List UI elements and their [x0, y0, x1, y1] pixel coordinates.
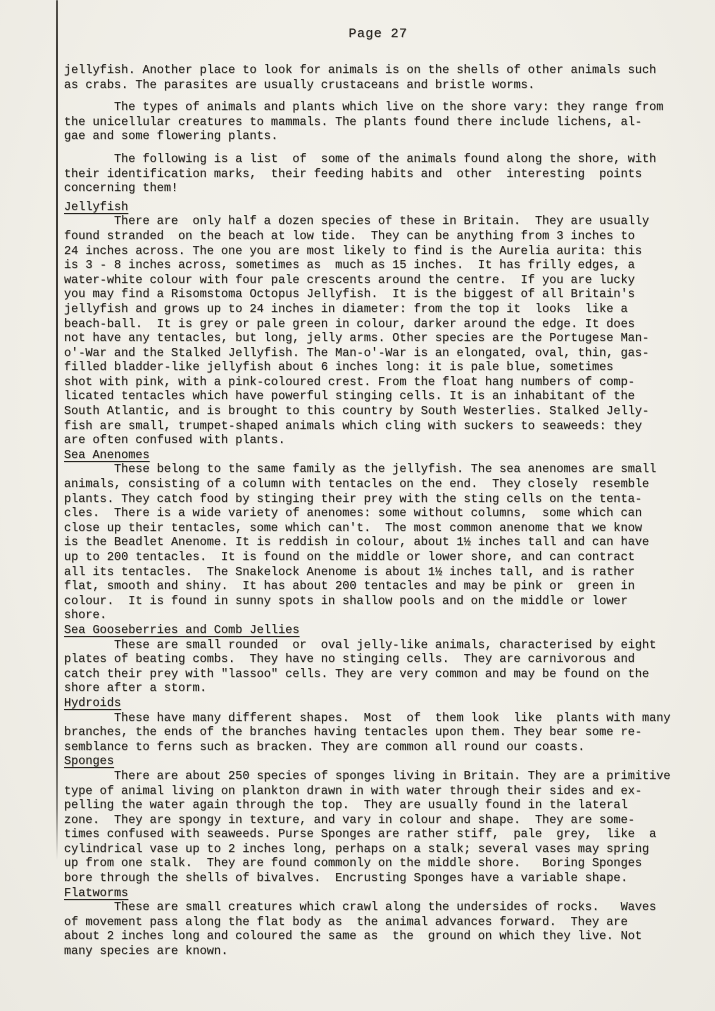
text-line: water-white colour with four pale crescents around the centre. If you are lucky — [64, 272, 635, 287]
text-line: flat, smooth and shiny. It has about 200 tentacles and may be pink or green in — [64, 579, 635, 594]
paragraph — [64, 152, 692, 196]
section-heading — [64, 886, 692, 901]
section-sea-gooseberries-and-comb-jellies — [64, 623, 692, 696]
text-line: o'-War and the Stalked Jellyfish. The Man-o'-War is an elongated, oval, thin, gas- — [64, 345, 650, 360]
text-line: These are small rounded or oval jelly-like animals, characterised by eight — [64, 637, 657, 652]
text-line: jellyfish and grows up to 24 inches in diameter: from the top it looks like a — [64, 301, 628, 316]
text-line: South Atlantic, and is brought to this country by South Westerlies. Stalked Jelly- — [64, 404, 650, 419]
section-heading-text: Hydroids — [64, 695, 122, 710]
text-line: These belong to the same family as the jellyfish. The sea anenomes are small — [64, 462, 657, 477]
text-line: branches, the ends of the branches having tentacles upon them. They bear some re- — [64, 725, 642, 740]
section-heading-text: Sponges — [64, 754, 114, 769]
text-line: animals, consisting of a column with tentacles on the end. They closely resemble — [64, 477, 650, 492]
section-jellyfish — [64, 200, 692, 448]
section-heading — [64, 623, 692, 638]
section-hydroids — [64, 696, 692, 754]
text-line: you may find a Risomstoma Octopus Jellyfish. It is the biggest of all Britain's — [64, 287, 635, 302]
text-line: times confused with seaweeds. Purse Sponges are rather stiff, pale grey, like a — [64, 827, 657, 842]
text-line: all its tentacles. The Snakelock Anenome is about 1½ inches tall, and is rather — [64, 564, 635, 579]
scan-fold-line — [56, 0, 58, 860]
section-heading — [64, 696, 692, 711]
section-heading-text: Sea Gooseberries and Comb Jellies — [64, 622, 300, 637]
section-flatworms — [64, 886, 692, 959]
section-heading — [64, 200, 692, 215]
text-line: of movement pass along the flat body as the animal advances forward. They are — [64, 914, 628, 929]
text-line: 24 inches across. The one you are most likely to find is the Aurelia aurita: this — [64, 243, 642, 258]
section-sponges — [64, 754, 692, 885]
text-line: close up their tentacles, some which can't. The most common anenome that we know — [64, 520, 642, 535]
text-line: filled bladder-like jellyfish about 6 inches long: it is pale blue, sometimes — [64, 360, 614, 375]
section-heading — [64, 448, 692, 463]
text-line: zone. They are spongy in texture, and vary in colour and shape. They are some- — [64, 812, 635, 827]
text-line: cylindrical vase up to 2 inches long, perhaps on a stalk; several vases may spring — [64, 841, 650, 856]
text-line: cles. There is a wide variety of anenomes: some without columns, some which can — [64, 506, 642, 521]
text-line: their identification marks, their feeding habits and other interesting points — [64, 166, 642, 181]
text-line: fish are small, trumpet-shaped animals which cling with suckers to seaweeds: they — [64, 418, 642, 433]
paragraph — [64, 63, 692, 92]
text-line: not have any tentacles, but long, jelly arms. Other species are the Portugese Man- — [64, 331, 650, 346]
text-line: bore through the shells of bivalves. Encrusting Sponges have a variable shape. — [64, 871, 628, 886]
text-line: plants. They catch food by stinging their prey with the sting cells on the tenta- — [64, 491, 642, 506]
text-line: The types of animals and plants which live on the shore vary: they range from — [64, 100, 664, 115]
paragraph — [64, 100, 692, 144]
text-line: type of animal living on plankton drawn in with water through their sides and ex- — [64, 783, 642, 798]
page-number-heading: Page 27 — [348, 26, 408, 41]
text-line: gae and some flowering plants. — [64, 129, 279, 144]
text-line: shore. — [64, 608, 107, 623]
text-line: There are about 250 species of sponges living in Britain. They are a primitive — [64, 768, 671, 783]
text-line: as crabs. The parasites are usually crustaceans and bristle worms. — [64, 77, 535, 92]
text-line: shore after a storm. — [64, 681, 207, 696]
text-line: many species are known. — [64, 944, 229, 959]
text-line: is the Beadlet Anenome. It is reddish in colour, about 1½ inches tall and can have — [64, 535, 650, 550]
text-line: found stranded on the beach at low tide. They can be anything from 3 inches to — [64, 228, 635, 243]
text-line: colour. It is found in sunny spots in shallow pools and on the middle or lower — [64, 593, 628, 608]
page-content — [64, 26, 692, 959]
text-line: is 3 - 8 inches across, sometimes as much as 15 inches. It has frilly edges, a — [64, 258, 635, 273]
text-line: pelling the water again through the top. They are usually found in the lateral — [64, 798, 628, 813]
section-heading — [64, 754, 692, 769]
text-line: up from one stalk. They are found commonly on the middle shore. Boring Sponges — [64, 856, 642, 871]
text-line: beach-ball. It is grey or pale green in colour, darker around the edge. It does — [64, 316, 635, 331]
text-line: are often confused with plants. — [64, 433, 286, 448]
text-line: plates of beating combs. They have no stinging cells. They are carnivorous and — [64, 652, 635, 667]
section-heading-text: Flatworms — [64, 885, 129, 900]
text-line: There are only half a dozen species of these in Britain. They are usually — [64, 214, 650, 229]
section-heading-text: Sea Anenomes — [64, 447, 150, 462]
text-line: semblance to ferns such as bracken. They are common all round our coasts. — [64, 739, 585, 754]
text-line: These have many different shapes. Most of them look like plants with many — [64, 710, 671, 725]
text-line: These are small creatures which crawl along the undersides of rocks. Waves — [64, 900, 657, 915]
section-sea-anenomes — [64, 448, 692, 623]
text-line: concerning them! — [64, 181, 179, 196]
text-line: licated tentacles which have powerful stinging cells. It is an inhabitant of the — [64, 389, 635, 404]
section-heading-text: Jellyfish — [64, 199, 129, 214]
text-line: the unicellular creatures to mammals. The plants found there include lichens, al- — [64, 114, 642, 129]
text-line: about 2 inches long and coloured the same as the ground on which they live. Not — [64, 929, 642, 944]
text-line: up to 200 tentacles. It is found on the middle or lower shore, and can contract — [64, 550, 635, 564]
text-line: jellyfish. Another place to look for animals is on the shells of other animals such — [64, 63, 657, 77]
text-line: catch their prey with "lassoo" cells. They are very common and may be found on the — [64, 666, 650, 681]
document-body — [64, 63, 692, 959]
text-line: The following is a list of some of the animals found along the shore, with — [64, 151, 657, 166]
text-line: shot with pink, with a pink-coloured crest. From the float hang numbers of comp- — [64, 374, 635, 389]
